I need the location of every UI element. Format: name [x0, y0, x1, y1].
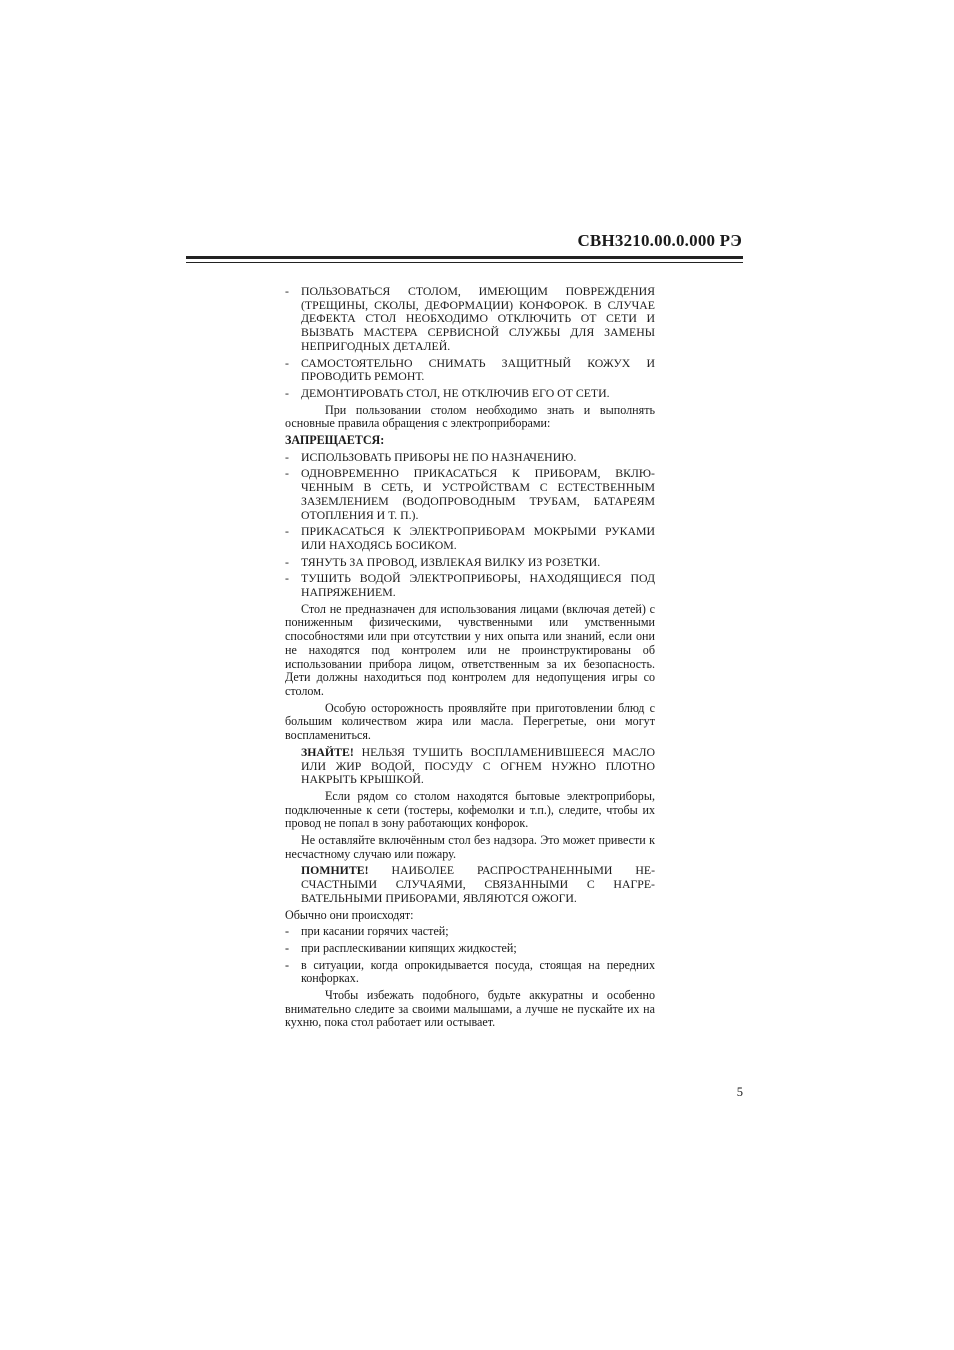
- document-code: СВН3210.00.0.000 РЭ: [577, 231, 742, 250]
- list-item: [285, 467, 655, 522]
- bullet-dash: -: [285, 449, 289, 464]
- intro-paragraph: При пользовании столом необходимо знать и выполнять основные правила обращения с электроприборами:: [285, 402, 655, 431]
- caution-paragraph: Особую осторожность проявляйте при приготовлении блюд с большим количеством жира или масла. Перегретые, они могут воспламениться.: [285, 700, 655, 743]
- header-rule-thin: [186, 262, 743, 263]
- bullet-dash: -: [285, 466, 289, 481]
- bullet-text: ОДНОВРЕМЕННО ПРИКАСАТЬСЯ К ПРИБОРАМ, ВКЛЮ-ЧЕННЫМ В СЕТЬ, И УСТРОЙСТВАМ С ЕСТЕСТВЕННЫМ ЗАЗЕМЛЕНИЕМ (ВОДОПРОВОДНЫМ ТРУБАМ, БАТАРЕЯМ ОТОПЛЕНИЯ И Т. П.).: [301, 466, 655, 522]
- bullet-text: ПОЛЬЗОВАТЬСЯ СТОЛОМ, ИМЕЮЩИМ ПОВРЕЖДЕНИЯ (ТРЕЩИНЫ, СКОЛЫ, ДЕФОРМАЦИИ) КОНФОРОК. В СЛУЧАЕ ДЕФЕКТА СТОЛ НЕОБХОДИМО ОТКЛЮЧИТЬ ОТ СЕТИ И ВЫЗВАТЬ МАСТЕРА СЕРВИСНОЙ СЛУЖБЫ ДЛЯ ЗАМЕНЫ НЕПРИГОДНЫХ ДЕТАЛЕЙ.: [301, 284, 655, 353]
- bullet-text: ИСПОЛЬЗОВАТЬ ПРИБОРЫ НЕ ПО НАЗНАЧЕНИЮ.: [301, 449, 577, 464]
- usually-paragraph: Обычно они происходят:: [285, 907, 414, 922]
- bullet-text: при касании горячих частей;: [301, 924, 449, 939]
- list-item: [285, 285, 655, 354]
- list-item: [285, 925, 655, 939]
- list-item: [285, 387, 655, 401]
- bullet-text: в ситуации, когда опрокидывается посуда, стоящая на передних конфорках.: [301, 957, 655, 986]
- bullet-dash: -: [285, 940, 290, 955]
- prohibited-heading: ЗАПРЕЩАЕТСЯ:: [285, 433, 385, 448]
- unattended-paragraph: Не оставляйте включённым стол без надзора. Это может привести к несчастному случаю или пожару.: [285, 833, 655, 861]
- bullet-text: ТЯНУТЬ ЗА ПРОВОД, ИЗВЛЕКАЯ ВИЛКУ ИЗ РОЗЕТКИ.: [301, 554, 601, 569]
- list-item: [285, 525, 655, 552]
- list-item: [285, 959, 655, 986]
- page-number: 5: [736, 1085, 743, 1099]
- list-item: [285, 556, 655, 570]
- list-item: [285, 572, 655, 599]
- know-text: НЕЛЬЗЯ ТУШИТЬ ВОСПЛАМЕНИВШЕЕСЯ МАСЛО ИЛИ ЖИР ВОДОЙ, ПОСУДУ С ОГНЕМ НУЖНО ПЛОТНО НАКРЫТЬ КРЫШКОЙ.: [301, 744, 655, 787]
- list-item: [285, 451, 655, 465]
- bullet-dash: -: [285, 571, 289, 586]
- page-content: [285, 285, 655, 1033]
- know-label: ЗНАЙТЕ!: [301, 744, 354, 759]
- know-notice: [285, 746, 655, 787]
- bullet-dash: -: [285, 284, 289, 298]
- list-item: [285, 942, 655, 956]
- bullet-text: САМОСТОЯТЕЛЬНО СНИМАТЬ ЗАЩИТНЫЙ КОЖУХ И ПРОВОДИТЬ РЕМОНТ.: [301, 355, 655, 384]
- children-paragraph: Стол не предназначен для использования лицами (включая детей) с пониженным физическими, чувственными или умственными способностями или при отсутствии у них опыта или знаний, если они не находятся под контролем или не проинструктированы об использовании прибора лицом, ответственным за их безопасность. Дети должны находиться под контролем для недопущения игры со столом.: [285, 601, 655, 698]
- bullet-text: ДЕМОНТИРОВАТЬ СТОЛ, НЕ ОТКЛЮЧИВ ЕГО ОТ СЕТИ.: [301, 385, 610, 400]
- remember-label: ПОМНИТЕ!: [301, 863, 369, 878]
- bullet-text: ТУШИТЬ ВОДОЙ ЭЛЕКТРОПРИБОРЫ, НАХОДЯЩИЕСЯ ПОД НАПРЯЖЕНИЕМ.: [301, 571, 655, 600]
- list-item: [285, 357, 655, 384]
- bullet-dash: -: [285, 924, 290, 939]
- bullet-dash: -: [285, 385, 289, 400]
- remember-notice: [285, 864, 655, 905]
- bullet-dash: -: [285, 355, 289, 370]
- remember-text: НАИБОЛЕЕ РАСПРОСТРАНЕННЫМИ НЕ-СЧАСТНЫМИ СЛУЧАЯМИ, СВЯЗАННЫМИ С НАГРЕ-ВАТЕЛЬНЫМИ ПРИБОРАМИ, ЯВЛЯЮТСЯ ОЖОГИ.: [301, 863, 655, 905]
- closing-paragraph: Чтобы избежать подобного, будьте аккуратны и особенно внимательно следите за своими малышами, а лучше не пускайте их на кухню, пока стол работает или остывает.: [285, 988, 655, 1030]
- header-rule-thick: [186, 256, 743, 259]
- bullet-dash: -: [285, 957, 290, 972]
- bullet-dash: -: [285, 524, 289, 539]
- bullet-dash: -: [285, 554, 289, 569]
- appliances-paragraph: Если рядом со столом находятся бытовые электроприборы, подключенные к сети (тостеры, кофемолки и т.п.), следите, чтобы их провод не попал в зону работающих конфорок.: [285, 788, 655, 831]
- bullet-text: при расплескивании кипящих жидкостей;: [301, 940, 517, 955]
- bullet-text: ПРИКАСАТЬСЯ К ЭЛЕКТРОПРИБОРАМ МОКРЫМИ РУКАМИ ИЛИ НАХОДЯСЬ БОСИКОМ.: [301, 524, 655, 552]
